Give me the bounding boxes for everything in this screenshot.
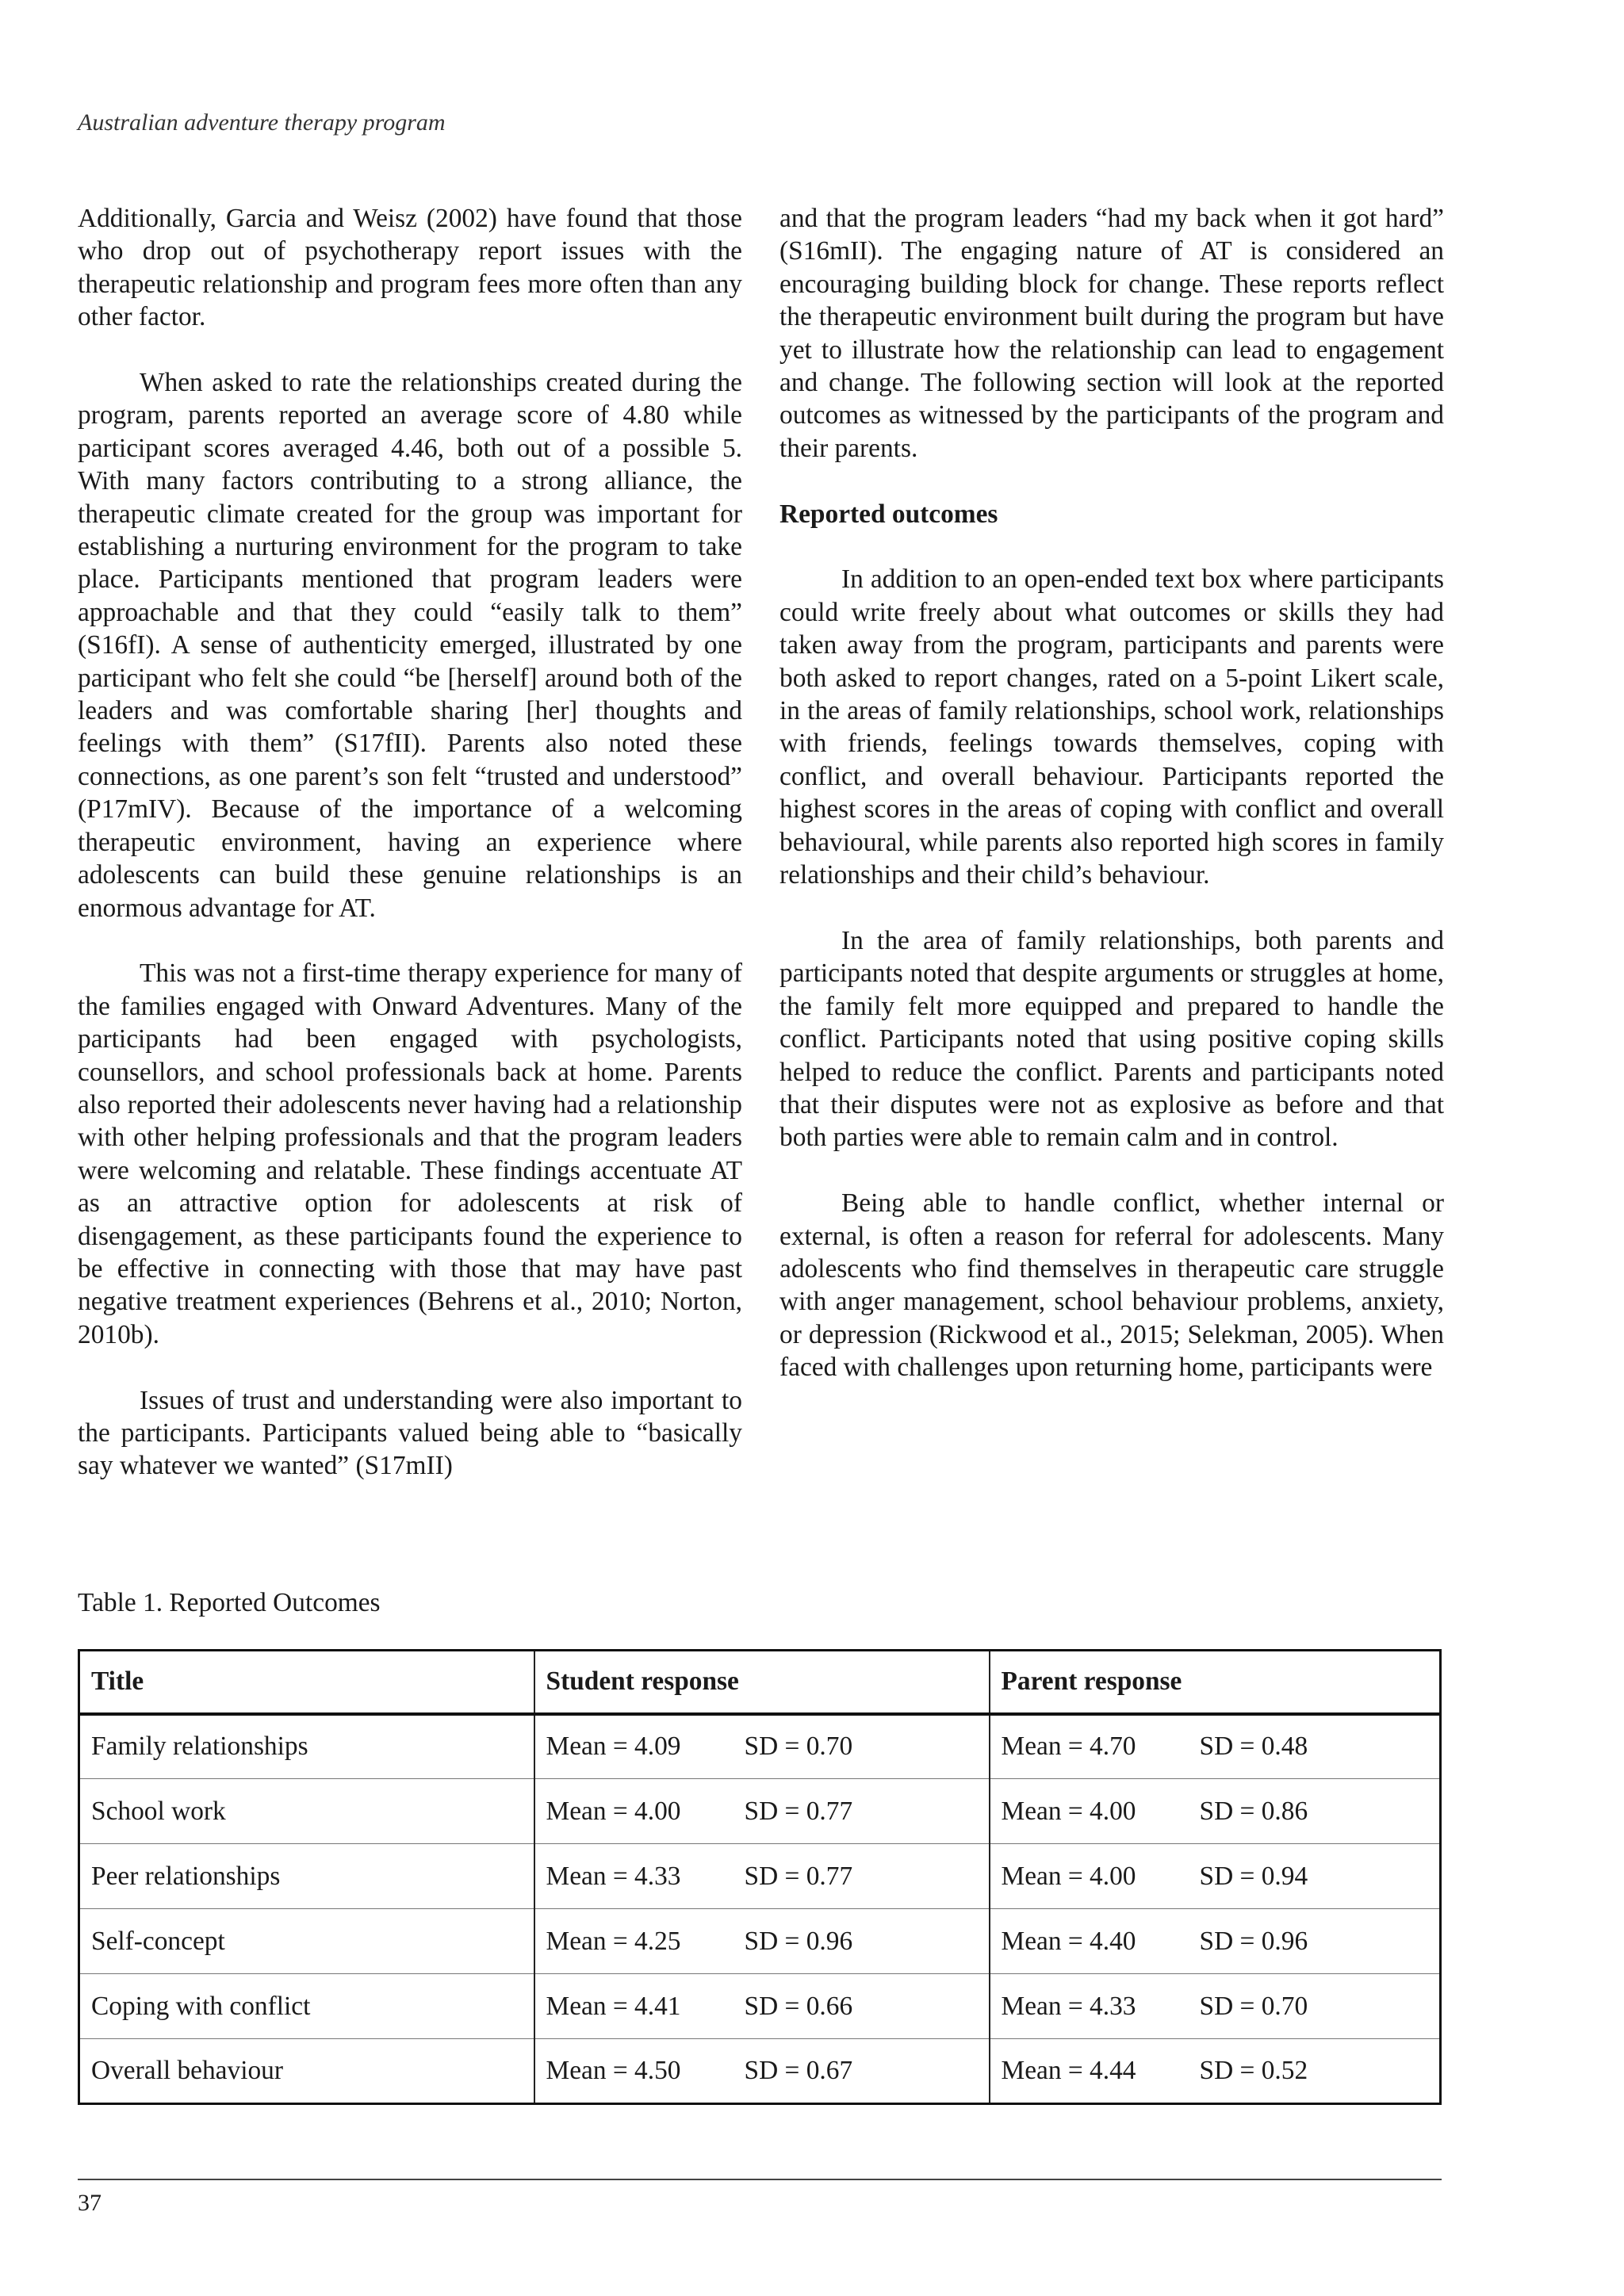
- running-head: Australian adventure therapy program: [78, 109, 446, 136]
- student-mean: Mean = 4.41: [546, 1991, 681, 2021]
- student-sd: SD = 0.67: [744, 2056, 853, 2085]
- parent-mean: Mean = 4.00: [1001, 1796, 1136, 1826]
- paragraph: and that the program leaders “had my back when it got hard” (S16mII). The engaging nature of AT is considered an encouraging building block for change. These reports reflect the therapeutic environment built during the program but have yet to illustrate how the relationship can lead to engagement and change. The following section will look at the reported outcomes as witnessed by the participants of the program and their parents.: [779, 204, 1444, 463]
- cell-student: [534, 1974, 990, 2039]
- cell-title: School work: [79, 1779, 534, 1844]
- cell-parent: [990, 1714, 1441, 1779]
- student-mean: Mean = 4.09: [546, 1732, 681, 1762]
- paragraph: Additionally, Garcia and Weisz (2002) have found that those who drop out of psychotherapy report issues with the therapeutic relationship and program fees more often than any other factor.: [78, 204, 742, 332]
- paragraph: Issues of trust and understanding were also important to the participants. Participants valued being able to “basically say whatever we wanted” (S17mII): [78, 1385, 742, 1481]
- table-row: [79, 1909, 1441, 1974]
- cell-title: Overall behaviour: [79, 2039, 534, 2104]
- right-column: [779, 202, 1444, 1417]
- parent-mean: Mean = 4.33: [1001, 1991, 1136, 2021]
- cell-parent: [990, 1844, 1441, 1909]
- cell-title: Coping with conflict: [79, 1974, 534, 2039]
- table-header-row: [79, 1651, 1441, 1714]
- footer-rule: [78, 2179, 1442, 2180]
- page-number: 37: [78, 2190, 102, 2216]
- student-mean: Mean = 4.25: [546, 1926, 681, 1956]
- student-mean: Mean = 4.33: [546, 1861, 681, 1891]
- parent-mean: Mean = 4.70: [1001, 1732, 1136, 1762]
- table-row: [79, 2039, 1441, 2104]
- table-body: [79, 1714, 1441, 2104]
- table-caption: Table 1. Reported Outcomes: [78, 1588, 381, 1617]
- cell-parent: [990, 1779, 1441, 1844]
- parent-mean: Mean = 4.40: [1001, 1926, 1136, 1956]
- parent-sd: SD = 0.96: [1199, 1926, 1308, 1956]
- paragraph: Being able to handle conflict, whether internal or external, is often a reason for referral for adolescents. Many adolescents who find themselves in therapeutic care struggle with anger management, school behaviour problems, anxiety, or depression (Rickwood et al., 2015; Selekman, 2005). When faced with challenges upon returning home, participants were: [779, 1188, 1444, 1383]
- student-sd: SD = 0.77: [744, 1861, 853, 1891]
- cell-title: Family relationships: [79, 1714, 534, 1779]
- student-mean: Mean = 4.50: [546, 2056, 681, 2085]
- table-row: [79, 1714, 1441, 1779]
- column-header: Student response: [534, 1651, 990, 1714]
- parent-mean: Mean = 4.00: [1001, 1861, 1136, 1891]
- cell-student: [534, 1779, 990, 1844]
- outcomes-table: [78, 1649, 1442, 2105]
- student-sd: SD = 0.70: [744, 1732, 853, 1762]
- parent-sd: SD = 0.70: [1199, 1991, 1308, 2021]
- cell-parent: [990, 1909, 1441, 1974]
- section-heading: Reported outcomes: [779, 499, 998, 529]
- paragraph: In the area of family relationships, both parents and participants noted that despite arguments or struggles at home, the family felt more equipped and prepared to handle the conflict. Participants noted that using positive coping skills helped to reduce the conflict. Parents and participants noted that their disputes were not as explosive as before and that both parties were able to remain calm and in control.: [779, 925, 1444, 1153]
- cell-student: [534, 1714, 990, 1779]
- paragraph: When asked to rate the relationships created during the program, parents reported an average score of 4.80 while participant scores averaged 4.46, both out of a possible 5. With many factors contributing to a strong alliance, the therapeutic climate created for the group was important for establishing a nurturing environment for the program to take place. Participants mentioned that program leaders were approachable and that they could “easily talk to them” (S16fI). A sense of authenticity emerged, illustrated by one participant who felt she could “be [herself] around both of the leaders and was comfortable sharing [her] thoughts and feelings with them” (S17fII). Parents also noted these connections, as one parent’s son felt “trusted and understood” (P17mIV). Because of the importance of a welcoming therapeutic environment, having an experience where adolescents can build these genuine relationships is an enormous advantage for AT.: [78, 368, 742, 923]
- student-sd: SD = 0.77: [744, 1796, 853, 1826]
- table-row: [79, 1844, 1441, 1909]
- parent-mean: Mean = 4.44: [1001, 2056, 1136, 2085]
- parent-sd: SD = 0.48: [1199, 1732, 1308, 1762]
- parent-sd: SD = 0.52: [1199, 2056, 1308, 2085]
- column-header: Title: [79, 1651, 534, 1714]
- table-row: [79, 1779, 1441, 1844]
- student-mean: Mean = 4.00: [546, 1796, 681, 1826]
- student-sd: SD = 0.96: [744, 1926, 853, 1956]
- cell-title: Self-concept: [79, 1909, 534, 1974]
- cell-student: [534, 1844, 990, 1909]
- parent-sd: SD = 0.86: [1199, 1796, 1308, 1826]
- parent-sd: SD = 0.94: [1199, 1861, 1308, 1891]
- column-header: Parent response: [990, 1651, 1441, 1714]
- table-row: [79, 1974, 1441, 2039]
- student-sd: SD = 0.66: [744, 1991, 853, 2021]
- left-column: [78, 202, 742, 1515]
- cell-parent: [990, 2039, 1441, 2104]
- cell-student: [534, 1909, 990, 1974]
- paragraph: In addition to an open-ended text box where participants could write freely about what outcomes or skills they had taken away from the program, participants and parents were both asked to report changes, rated on a 5-point Likert scale, in the areas of family relationships, school work, relationships with friends, feelings towards themselves, coping with conflict, and overall behaviour. Participants reported the highest scores in the areas of coping with conflict and overall behavioural, while parents also reported high scores in family relationships and their child’s behaviour.: [779, 564, 1444, 890]
- paragraph: This was not a first-time therapy experience for many of the families engaged with Onward Adventures. Many of the participants had been engaged with psychologists, counsellors, and school professionals back at home. Parents also reported their adolescents never having had a relationship with other helping professionals and that the program leaders were welcoming and relatable. These findings accentuate AT as an attractive option for adolescents at risk of disengagement, as these participants found the experience to be effective in connecting with those that may have past negative treatment experiences (Behrens et al., 2010; Norton, 2010b).: [78, 959, 742, 1349]
- cell-parent: [990, 1974, 1441, 2039]
- cell-student: [534, 2039, 990, 2104]
- cell-title: Peer relationships: [79, 1844, 534, 1909]
